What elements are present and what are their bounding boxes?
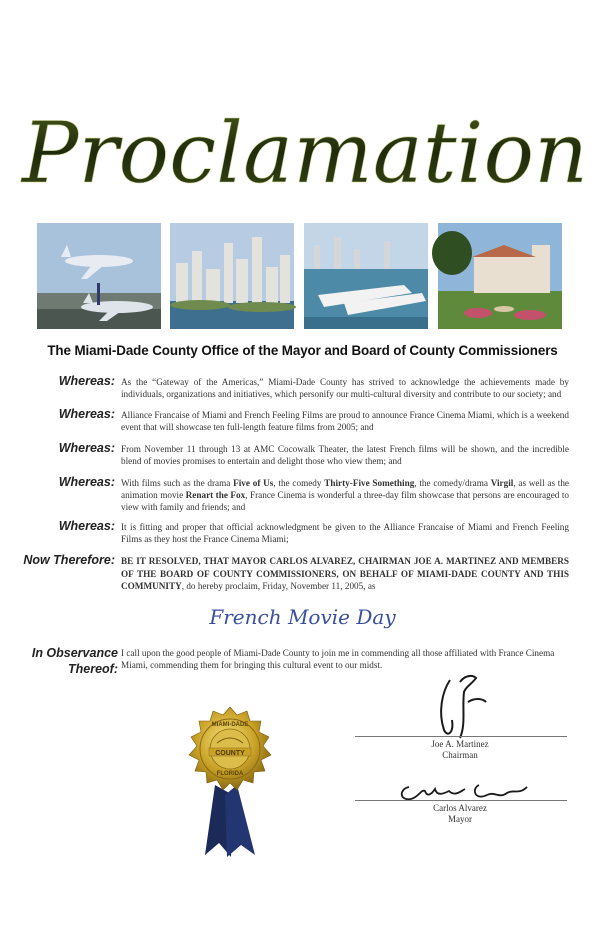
observance-text: I call upon the good people of Miami-Dade County to join me in commending all those affiliated with France Cinema Miami, commending them for bringing this cultural event to our midst. — [121, 648, 555, 670]
whereas-label: Whereas: — [58, 441, 115, 455]
chairman-name-block: Joe A. Martinez Chairman — [431, 739, 489, 760]
title-text: Proclamation — [21, 104, 589, 202]
chairman-signature-image — [420, 672, 500, 742]
skyline-photo — [170, 223, 294, 329]
whereas-text: From November 11 through 13 at AMC Cocowalk Theater, the latest French films will be shown, and the incredible blend of movies promises to entertain and delight those who view them; and — [121, 444, 569, 466]
city-skyline-icon — [170, 223, 294, 329]
villa-garden-icon — [438, 223, 562, 329]
film-title: Virgil — [490, 478, 514, 488]
airplanes-icon — [37, 223, 161, 329]
proclaimed-day: French Movie Day — [209, 605, 396, 629]
county-seal — [175, 705, 285, 860]
svg-text:MIAMI-DADE: MIAMI-DADE — [211, 722, 249, 728]
therefore-text: BE IT RESOLVED, THAT MAYOR CARLOS ALVAREZ, CHAIRMAN JOE A. MARTINEZ AND MEMBERS OF THE BOARD OF COUNTY COMMISSIONERS, ON BEHALF OF MIAMI-DADE COUNTY AND THIS COMMUNITY, do hereby proclaim, Friday, November 11, 2005, as — [121, 556, 569, 591]
chairman-signature-line — [355, 736, 567, 737]
svg-text:FLORIDA: FLORIDA — [216, 771, 244, 777]
film-title: Renart the Fox — [185, 490, 246, 500]
photo-strip — [37, 223, 562, 329]
whereas-text: Alliance Francaise of Miami and French Feeling Films are proud to announce France Cinema Miami, which is a weekend event that will showcase ten full-length feature films from 2005; and — [121, 410, 569, 432]
whereas-text: With films such as the drama Five of Us, the comedy Thirty-Five Something, the comedy/drama Virgil, as well as the animation movie Renart the Fox, France Cinema is wonderful a three-day film showcase that persons are encouraged to view with family and friends; and — [121, 478, 570, 512]
whereas-label: Whereas: — [58, 407, 115, 421]
observance-label: In Observance Thereof: — [31, 646, 118, 676]
therefore-label: Now Therefore: — [23, 553, 115, 567]
mayor-signature-line — [355, 800, 567, 801]
villa-photo — [438, 223, 562, 329]
whereas-text: As the “Gateway of the Americas,” Miami-Dade County has strived to acknowledge the achievements made by individuals, organizations and initiatives, which personify our multi-cultural diversity and contribute to our society; and — [121, 377, 569, 399]
film-title: Thirty-Five Something — [324, 478, 415, 488]
whereas-label: Whereas: — [58, 374, 115, 388]
port-photo — [304, 223, 428, 329]
proclamation-title — [21, 70, 589, 220]
mayor-name-block: Carlos Alvarez Mayor — [433, 803, 487, 824]
ribbon-icon — [205, 785, 255, 857]
whereas-label: Whereas: — [58, 519, 115, 533]
airplanes-photo — [37, 223, 161, 329]
film-title: Five of Us — [233, 478, 274, 488]
svg-text:COUNTY: COUNTY — [215, 750, 245, 757]
cruise-port-icon — [304, 223, 428, 329]
whereas-text: It is fitting and proper that official acknowledgment be given to the Alliance Francaise of Miami and French Feeling Films as they host the France Cinema Miami; — [121, 522, 569, 544]
whereas-label: Whereas: — [58, 475, 115, 489]
office-heading: The Miami-Dade County Office of the Mayor and Board of County Commissioners — [47, 343, 558, 358]
